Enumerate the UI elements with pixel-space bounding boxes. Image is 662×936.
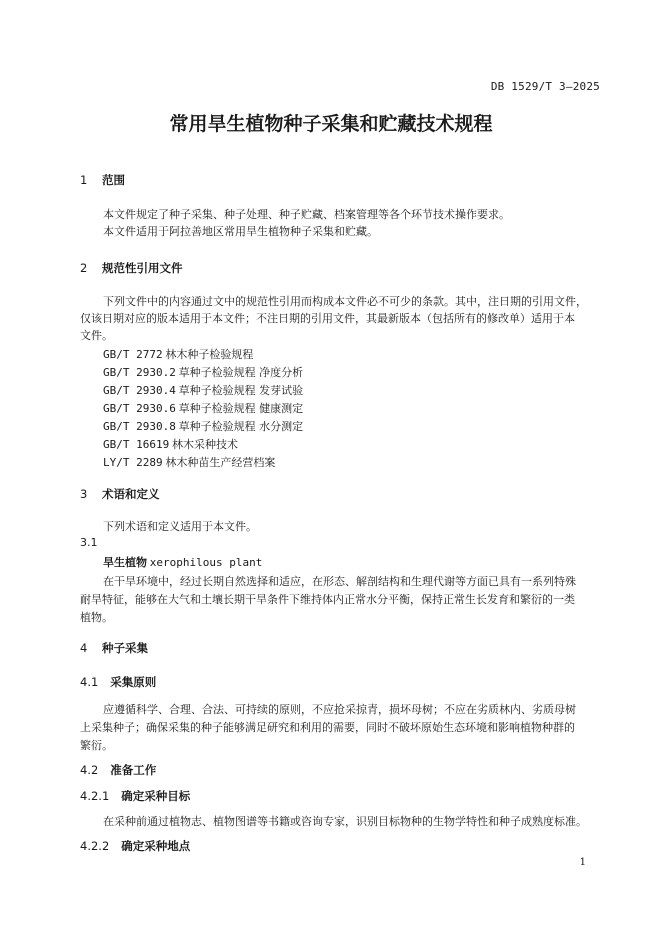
reference-code: GB/T 16619 — [103, 438, 170, 451]
section-number: 1 — [80, 173, 88, 187]
reference-item — [103, 364, 303, 380]
document-title: 常用旱生植物种子采集和贮藏技术规程 — [169, 113, 493, 135]
term-entry — [103, 554, 262, 570]
paragraph-line: 在干旱环境中，经过长期自然选择和适应，在形态、解剖结构和生理代谢等方面已具有一系列特殊 — [103, 575, 576, 588]
paragraph-line: 上采集种子；确保采集的种子能够满足研究和利用的需要，同时不破坏原始生态环境和影响植物种群的 — [80, 721, 575, 734]
reference-code: GB/T 2930.2 — [103, 366, 176, 379]
section-title: 种子采集 — [102, 641, 148, 655]
reference-code: GB/T 2930.6 — [103, 402, 176, 415]
section-title: 术语和定义 — [102, 487, 160, 501]
subsection-4-2-heading — [80, 762, 156, 778]
paragraph: 下列术语和定义适用于本文件。 — [103, 520, 257, 533]
reference-code: GB/T 2930.4 — [103, 384, 176, 397]
page-number: 1 — [579, 857, 586, 868]
paragraph-line: 仅该日期对应的版本适用于本文件；不注日期的引用文件，其最新版本（包括所有的修改单）适用于本 — [80, 312, 575, 325]
reference-title: 林木采种技术 — [171, 438, 238, 451]
term-chinese: 旱生植物 — [103, 556, 147, 569]
section-2-heading — [80, 260, 183, 276]
reference-item — [103, 400, 303, 416]
section-title: 规范性引用文件 — [102, 261, 183, 275]
reference-item — [103, 346, 253, 362]
subsection-title: 采集原则 — [110, 675, 157, 689]
subsection-title: 确定采种地点 — [121, 839, 191, 853]
document-code: DB 1529/T 3—2025 — [490, 80, 600, 93]
section-3-heading — [80, 486, 160, 502]
section-1-heading — [80, 172, 125, 188]
paragraph: 本文件适用于阿拉善地区常用旱生植物种子采集和贮藏。 — [103, 225, 378, 238]
paragraph-line: 植物。 — [80, 611, 113, 624]
subsection-4-1-heading — [80, 674, 156, 690]
reference-item — [103, 454, 275, 470]
paragraph-line: 下列文件中的内容通过文中的规范性引用而构成本文件必不可少的条款。其中，注日期的引用文件， — [103, 295, 587, 308]
section-4-heading — [80, 640, 148, 656]
reference-title: 草种子检验规程 净度分析 — [178, 366, 304, 379]
reference-title: 草种子检验规程 健康测定 — [178, 402, 304, 415]
paragraph-line: 繁衍。 — [80, 739, 113, 752]
subsection-title: 准备工作 — [110, 763, 157, 777]
reference-code: LY/T 2289 — [103, 456, 163, 469]
reference-item — [103, 382, 303, 398]
paragraph: 本文件规定了种子采集、种子处理、种子贮藏、档案管理等各个环节技术操作要求。 — [103, 208, 510, 221]
subsection-number: 4.2.1 — [80, 789, 110, 803]
paragraph: 在采种前通过植物志、植物图谱等书籍或咨询专家，识别目标物种的生物学特性和种子成熟度标准。 — [103, 815, 587, 828]
subsection-4-2-1-heading — [80, 788, 190, 804]
section-number: 4 — [80, 641, 88, 655]
term-number: 3.1 — [80, 536, 98, 549]
reference-item — [103, 436, 238, 452]
reference-code: GB/T 2772 — [103, 348, 163, 361]
subsection-number: 4.2.2 — [80, 839, 110, 853]
paragraph-line: 文件。 — [80, 329, 113, 342]
subsection-number: 4.2 — [80, 763, 99, 777]
paragraph-line: 耐旱特征，能够在大气和土壤长期干旱条件下维持体内正常水分平衡，保持正常生长发育和繁衍的一类 — [80, 593, 575, 606]
section-number: 3 — [80, 487, 88, 501]
reference-title: 林木种苗生产经营档案 — [165, 456, 276, 469]
subsection-4-2-2-heading — [80, 838, 190, 854]
subsection-number: 4.1 — [80, 675, 99, 689]
reference-item — [103, 418, 303, 434]
subsection-title: 确定采种目标 — [121, 789, 191, 803]
reference-title: 草种子检验规程 水分测定 — [178, 420, 304, 433]
reference-title: 林木种子检验规程 — [165, 348, 254, 361]
section-number: 2 — [80, 261, 88, 275]
paragraph-line: 应遵循科学、合理、合法、可持续的原则，不应抢采掠青，损坏母树；不应在劣质林内、劣质母树 — [103, 703, 576, 716]
reference-title: 草种子检验规程 发芽试验 — [178, 384, 304, 397]
section-title: 范围 — [102, 173, 125, 187]
reference-code: GB/T 2930.8 — [103, 420, 176, 433]
term-english: xerophilous plant — [149, 556, 263, 569]
